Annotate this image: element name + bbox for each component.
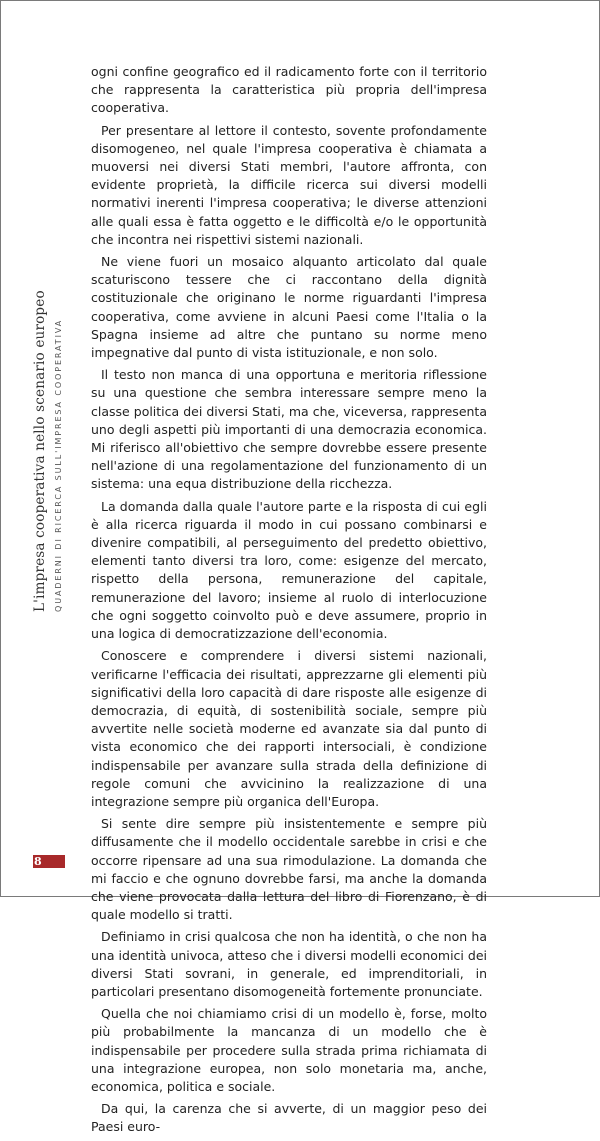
paragraph: Il testo non manca di una opportuna e meritoria riflessione su una questione che sembra interessare sempre meno la classe politica dei diversi Stati, ma che, viceversa, rappresenta uno degli aspetti più importanti di una democrazia economica. Mi riferisco all'obiettivo che sempre dovrebbe essere presente nell'azione di una regolamentazione del funzionamento di un sistema: una equa distribuzione della ricchezza. <box>91 367 487 492</box>
book-title: L'impresa cooperativa nello scenario europeo <box>32 290 48 612</box>
page-number: 8 <box>34 855 42 868</box>
paragraph: Per presentare al lettore il contesto, sovente profondamente disomogeneo, nel quale l'impresa cooperativa è chiamata a muoversi nei diversi Stati membri, l'autore affronta, con evidente proprietà, la difficile ricerca sui diversi modelli normativi inerenti l'impresa cooperativa; le diverse attenzioni alle quali essa è fatta oggetto e le difficoltà e/o le opportunità che incontra nei rispettivi sistemi nazionali. <box>91 122 487 247</box>
paragraph: ogni confine geografico ed il radicamento forte con il territorio che rappresenta la caratteristica più propria dell'impresa cooperativa. <box>91 64 487 116</box>
page-number-badge <box>33 855 65 868</box>
paragraph: Da qui, la carenza che si avverte, di un maggior peso dei Paesi euro- <box>91 1101 487 1135</box>
paragraph: Conoscere e comprendere i diversi sistemi nazionali, verificarne l'efficacia dei risultati, apprezzarne gli elementi più significativi della loro capacità di dare risposte alle esigenze di democrazia, di equità, di sostenibilità sociale, sempre più avvertite nelle società moderne ed avanzate sia dal punto di vista economico che dei rapporti intersociali, è condizione indispensabile per avanzare sulla strada della definizione di regole comuni che avvicinino la realizzazione di una integrazione sempre più organica dell'Europa. <box>91 648 487 809</box>
series-title: QUADERNI DI RICERCA SULL'IMPRESA COOPERATIVA <box>54 318 63 612</box>
running-head <box>32 52 68 612</box>
paragraph: Quella che noi chiamiamo crisi di un modello è, forse, molto più probabilmente la mancanza di un modello che è indispensabile per procedere sulla strada prima richiamata di una integrazione europea, non solo monetaria ma, anche, economica, politica e sociale. <box>91 1006 487 1094</box>
paragraph: Definiamo in crisi qualcosa che non ha identità, o che non ha una identità univoca, atteso che i diversi modelli economici dei diversi Stati sovrani, in generale, ed imprenditoriali, in particolari presentano disomogeneità fortemente pronunciate. <box>91 929 487 999</box>
body-text <box>91 63 487 1141</box>
paragraph: La domanda dalla quale l'autore parte e la risposta di cui egli è alla ricerca riguarda il modo in cui possano combinarsi e divenire compatibili, al perseguimento del predetto obiettivo, elementi tanto diversi tra loro, come: esigenze del mercato, rispetto della persona, remunerazione del capitale, remunerazione del lavoro; insieme al ruolo di interlocuzione che ogni soggetto coinvolto può e deve assumere, proprio in una logica di democratizzazione dell'economia. <box>91 498 487 642</box>
paragraph: Ne viene fuori un mosaico alquanto articolato dal quale scaturiscono tessere che ci raccontano della dignità costituzionale che originano le norme riguardanti l'impresa cooperativa, come avviene in alcuni Paesi come l'Italia o la Spagna insieme ad altre che puntano su norme meno impegnative dal punto di vista istituzionale, e non solo. <box>91 254 487 361</box>
paragraph: Si sente dire sempre più insistentemente e sempre più diffusamente che il modello occidentale sarebbe in crisi e che occorre ripensare ad una sua rimodulazione. La domanda che mi faccio e che ognuno dovrebbe farsi, ma anche la domanda che viene provocata dalla lettura del libro di Fiorenzano, è di quale modello si tratti. <box>91 816 487 923</box>
